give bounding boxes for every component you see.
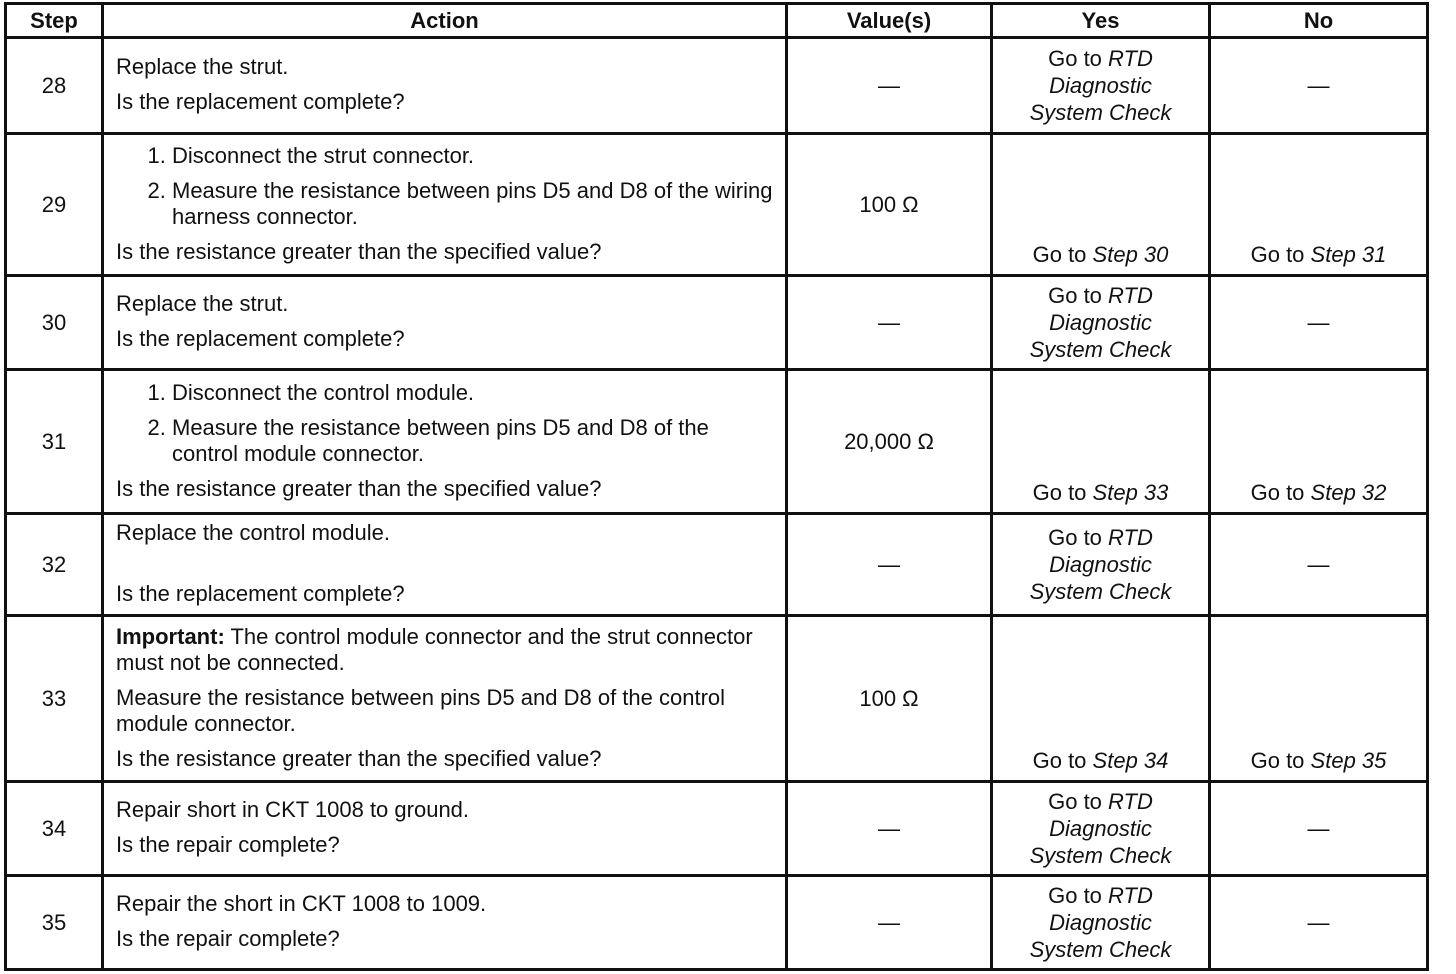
substep-list (116, 380, 773, 467)
step-link[interactable]: Step 32 (1310, 480, 1387, 505)
no-cell: — (1210, 276, 1428, 370)
goto-text: Go to (1032, 480, 1087, 505)
action-text: Repair short in CKT 1008 to ground. (116, 797, 470, 822)
value-cell: — (787, 514, 992, 616)
yes-cell (992, 276, 1210, 370)
rtd-link-line2[interactable]: Diagnostic (1049, 910, 1152, 935)
action-cell (103, 514, 787, 616)
value-cell: 20,000 Ω (787, 370, 992, 514)
action-text: Replace the strut. (116, 54, 289, 79)
rtd-link[interactable]: RTD (1108, 525, 1153, 550)
table-row-step-33 (6, 616, 1428, 782)
substep-item: 1. Disconnect the strut connector. (172, 143, 773, 169)
header-yes: Yes (992, 4, 1210, 38)
substep-item: 1. Disconnect the control module. (172, 380, 773, 406)
step-number: 31 (6, 370, 103, 514)
no-cell: — (1210, 782, 1428, 876)
action-question: Is the resistance greater than the specified value? (116, 745, 602, 771)
no-cell (1210, 370, 1428, 514)
no-cell (1210, 616, 1428, 782)
goto-text: Go to (1048, 46, 1102, 71)
value-cell: 100 Ω (787, 616, 992, 782)
goto-text: Go to (1250, 480, 1305, 505)
header-action: Action (103, 4, 787, 38)
table-row-step-34 (6, 782, 1428, 876)
important-text: The control module connector and the strut connector must not be connected. (116, 623, 753, 675)
substep-item: 2. Measure the resistance between pins D5 and D8 of the control module connector. (172, 415, 773, 467)
spacer (116, 555, 773, 581)
no-cell: — (1210, 38, 1428, 134)
value-cell: — (787, 38, 992, 134)
rtd-link[interactable]: RTD (1108, 789, 1153, 814)
yes-cell (992, 38, 1210, 134)
header-step: Step (6, 4, 103, 38)
rtd-link-line3[interactable]: System Check (1029, 100, 1172, 125)
value-cell: 100 Ω (787, 134, 992, 276)
yes-cell (992, 514, 1210, 616)
rtd-link[interactable]: RTD (1108, 283, 1153, 308)
diagnostic-table (4, 2, 1429, 971)
goto-text: Go to (1250, 748, 1305, 773)
action-question: Is the resistance greater than the specified value? (116, 238, 602, 264)
rtd-link[interactable]: RTD (1108, 46, 1153, 71)
rtd-link-line3[interactable]: System Check (1029, 579, 1172, 604)
step-number: 33 (6, 616, 103, 782)
action-text: Measure the resistance between pins D5 and D8 of the control module connector. (116, 684, 726, 736)
action-text: Replace the control module. (116, 520, 390, 545)
rtd-link-line3[interactable]: System Check (1029, 937, 1172, 962)
action-question: Is the repair complete? (116, 926, 340, 951)
yes-cell (992, 782, 1210, 876)
important-label: Important: (116, 623, 225, 649)
rtd-link-line2[interactable]: Diagnostic (1049, 552, 1152, 577)
substep-list (116, 143, 773, 230)
yes-cell (992, 616, 1210, 782)
goto-text: Go to (1048, 789, 1102, 814)
action-cell (103, 276, 787, 370)
step-link[interactable]: Step 35 (1310, 748, 1387, 773)
yes-cell (992, 370, 1210, 514)
value-cell: — (787, 876, 992, 970)
value-cell: — (787, 276, 992, 370)
step-number: 35 (6, 876, 103, 970)
table-row-step-32 (6, 514, 1428, 616)
goto-text: Go to (1250, 242, 1305, 267)
action-question: Is the replacement complete? (116, 326, 405, 351)
table-row-step-31 (6, 370, 1428, 514)
table-header-row (6, 4, 1428, 38)
rtd-link-line2[interactable]: Diagnostic (1049, 73, 1152, 98)
action-cell (103, 38, 787, 134)
substep-item: 2. Measure the resistance between pins D5 and D8 of the wiring harness connector. (172, 178, 773, 230)
value-cell: — (787, 782, 992, 876)
action-cell (103, 782, 787, 876)
rtd-link-line3[interactable]: System Check (1029, 843, 1172, 868)
action-text: Repair the short in CKT 1008 to 1009. (116, 891, 487, 916)
step-number: 28 (6, 38, 103, 134)
table-row-step-30 (6, 276, 1428, 370)
no-cell: — (1210, 876, 1428, 970)
step-link[interactable]: Step 30 (1092, 242, 1169, 267)
step-number: 34 (6, 782, 103, 876)
goto-text: Go to (1032, 242, 1087, 267)
goto-text: Go to (1032, 748, 1087, 773)
goto-text: Go to (1048, 525, 1102, 550)
step-link[interactable]: Step 33 (1092, 480, 1169, 505)
action-question: Is the repair complete? (116, 832, 340, 857)
table-row-step-29 (6, 134, 1428, 276)
header-no: No (1210, 4, 1428, 38)
no-cell (1210, 134, 1428, 276)
step-number: 29 (6, 134, 103, 276)
rtd-link[interactable]: RTD (1108, 883, 1153, 908)
step-link[interactable]: Step 31 (1310, 242, 1387, 267)
rtd-link-line2[interactable]: Diagnostic (1049, 310, 1152, 335)
yes-cell (992, 134, 1210, 276)
header-values: Value(s) (787, 4, 992, 38)
action-cell (103, 134, 787, 276)
action-cell (103, 876, 787, 970)
goto-text: Go to (1048, 283, 1102, 308)
table-row-step-35 (6, 876, 1428, 970)
action-question: Is the resistance greater than the specified value? (116, 475, 602, 501)
rtd-link-line3[interactable]: System Check (1029, 337, 1172, 362)
action-cell (103, 616, 787, 782)
action-cell (103, 370, 787, 514)
table-row-step-28 (6, 38, 1428, 134)
step-number: 32 (6, 514, 103, 616)
action-question: Is the replacement complete? (116, 89, 405, 114)
action-question: Is the replacement complete? (116, 581, 405, 606)
rtd-link-line2[interactable]: Diagnostic (1049, 816, 1152, 841)
step-link[interactable]: Step 34 (1092, 748, 1169, 773)
important-note (116, 624, 773, 676)
goto-text: Go to (1048, 883, 1102, 908)
step-number: 30 (6, 276, 103, 370)
yes-cell (992, 876, 1210, 970)
action-text: Replace the strut. (116, 291, 289, 316)
no-cell: — (1210, 514, 1428, 616)
